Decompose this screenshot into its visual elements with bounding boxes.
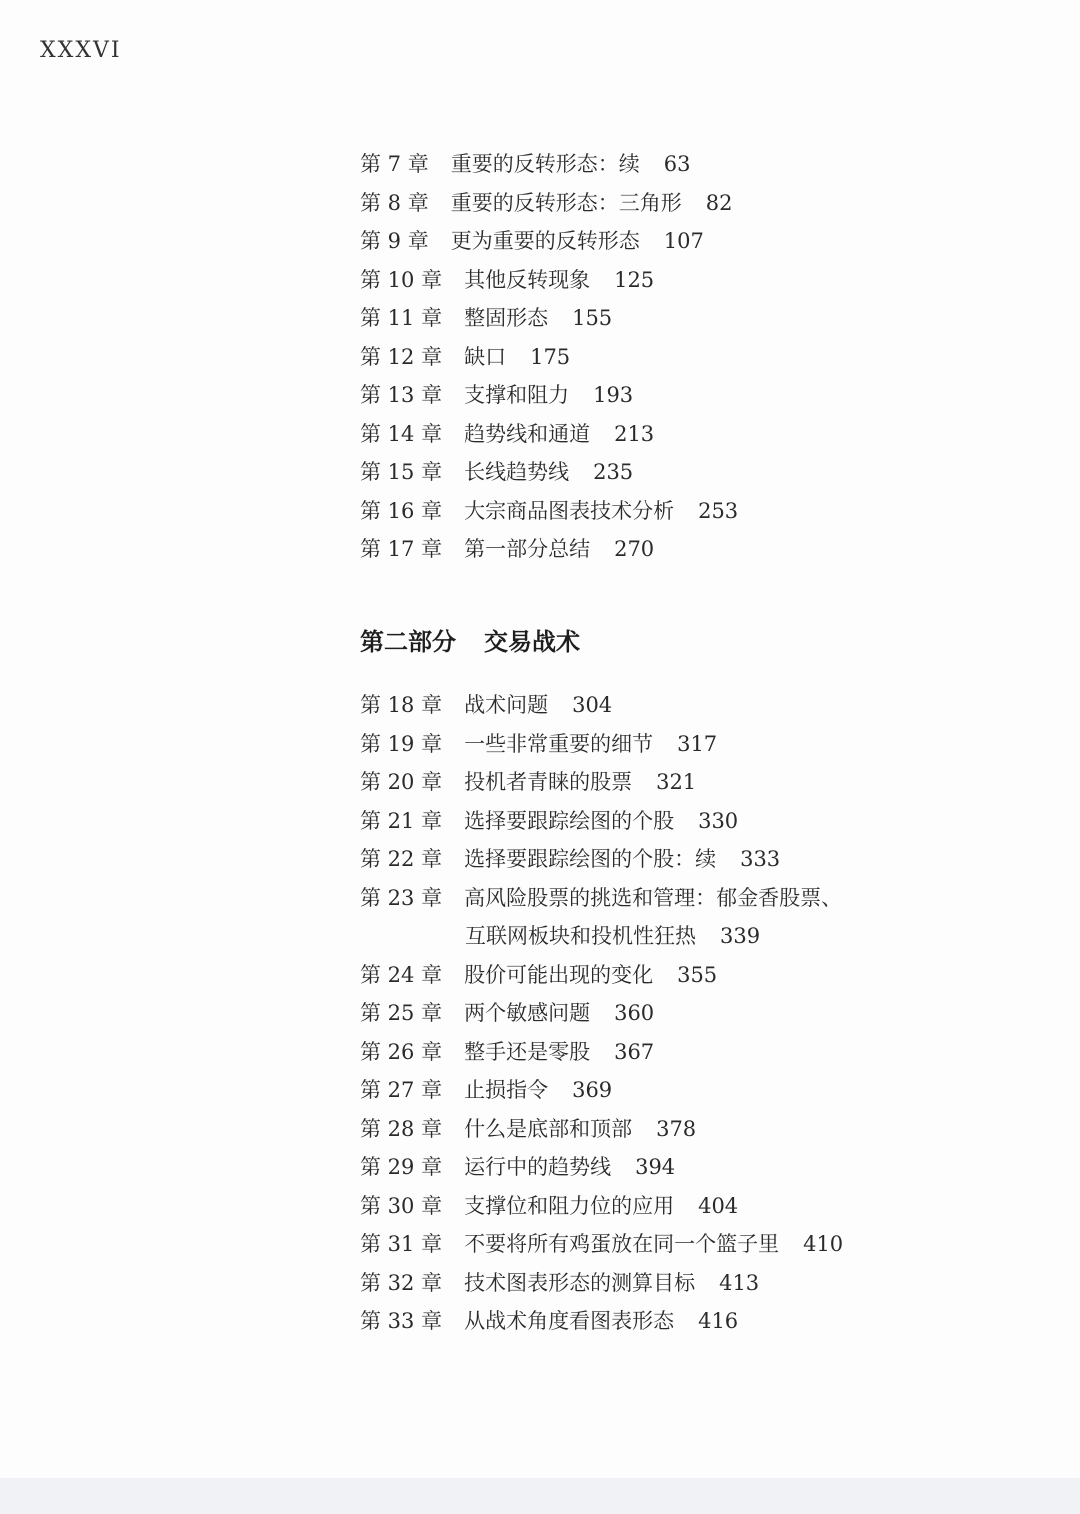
chapter-title: 两个敏感问题 [464, 1001, 591, 1025]
chapter-page: 175 [530, 344, 571, 369]
part-label: 第二部分 [360, 627, 456, 656]
chapter-page: 213 [614, 421, 655, 446]
chapter-page: 317 [677, 731, 718, 756]
chapter-title: 长线趋势线 [464, 460, 570, 484]
toc-entry [360, 997, 920, 1036]
chapter-page: 107 [663, 229, 704, 253]
chapter-page: 253 [698, 498, 739, 523]
toc-entry [360, 264, 920, 303]
toc-entry [360, 805, 920, 844]
chapter-title: 战术问题 [464, 693, 549, 717]
chapter-number: 第 16 章 [360, 498, 443, 523]
chapter-page: 404 [698, 1193, 739, 1218]
toc-entry [360, 1190, 920, 1229]
chapter-number: 第 15 章 [360, 460, 443, 484]
toc-part2-list [360, 689, 920, 1344]
toc-part1-list [360, 148, 920, 572]
toc-entry [360, 225, 920, 264]
chapter-title: 缺口 [464, 344, 507, 369]
chapter-title: 选择要跟踪绘图的个股：续 [464, 847, 717, 871]
chapter-title: 不要将所有鸡蛋放在同一个篮子里 [464, 1232, 780, 1256]
part-title: 交易战术 [484, 627, 580, 656]
chapter-number: 第 23 章 [360, 885, 443, 910]
chapter-page: 235 [593, 460, 634, 484]
chapter-title: 从战术角度看图表形态 [464, 1309, 675, 1333]
chapter-title: 第一部分总结 [464, 537, 591, 561]
chapter-page: 355 [677, 962, 718, 987]
chapter-number: 第 12 章 [360, 344, 443, 369]
toc-entry [360, 843, 920, 882]
chapter-number: 第 24 章 [360, 962, 443, 987]
toc-entry [360, 728, 920, 767]
chapter-number: 第 13 章 [360, 383, 443, 407]
chapter-title: 支撑和阻力 [464, 383, 570, 407]
chapter-title: 趋势线和通道 [464, 421, 591, 446]
chapter-page: 416 [698, 1309, 739, 1333]
chapter-number: 第 32 章 [360, 1270, 443, 1295]
chapter-number: 第 33 章 [360, 1309, 443, 1333]
chapter-title-continued: 互联网板块和投机性狂热 [465, 924, 696, 948]
toc-entry [360, 495, 920, 534]
chapter-page: 378 [656, 1116, 697, 1141]
chapter-title: 投机者青睐的股票 [464, 770, 633, 794]
chapter-page: 63 [663, 152, 691, 176]
chapter-title: 大宗商品图表技术分析 [464, 498, 675, 523]
toc-entry [360, 766, 920, 805]
toc-entry [360, 148, 920, 187]
chapter-number: 第 28 章 [360, 1116, 443, 1141]
chapter-number: 第 30 章 [360, 1193, 443, 1218]
chapter-page: 270 [614, 537, 655, 561]
chapter-page: 339 [720, 924, 761, 948]
chapter-title: 运行中的趋势线 [464, 1155, 612, 1179]
chapter-number: 第 21 章 [360, 808, 443, 833]
toc-entry [360, 456, 920, 495]
chapter-title: 更为重要的反转形态 [450, 229, 640, 253]
chapter-page: 155 [572, 306, 613, 330]
page-number: XXXVI [40, 38, 122, 63]
toc-entry [360, 1036, 920, 1075]
toc-entry [360, 379, 920, 418]
chapter-title: 止损指令 [464, 1078, 549, 1102]
toc-entry [360, 1151, 920, 1190]
toc-entry [360, 1267, 920, 1306]
chapter-page: 410 [803, 1232, 844, 1256]
chapter-number: 第 31 章 [360, 1232, 443, 1256]
part-heading [360, 622, 580, 657]
chapter-number: 第 22 章 [360, 847, 443, 871]
chapter-page: 82 [705, 190, 733, 215]
toc-entry [360, 341, 920, 380]
chapter-page: 321 [656, 770, 697, 794]
chapter-number: 第 27 章 [360, 1078, 443, 1102]
toc-entry [360, 959, 920, 998]
toc-entry [360, 187, 920, 226]
toc-entry [360, 533, 920, 572]
chapter-title: 技术图表形态的测算目标 [464, 1270, 696, 1295]
chapter-page: 304 [572, 693, 613, 717]
chapter-number: 第 8 章 [360, 190, 429, 215]
chapter-title: 重要的反转形态：三角形 [450, 190, 682, 215]
chapter-number: 第 19 章 [360, 731, 443, 756]
chapter-title: 整固形态 [464, 306, 549, 330]
chapter-page: 367 [614, 1039, 655, 1064]
chapter-title: 支撑位和阻力位的应用 [464, 1193, 675, 1218]
chapter-number: 第 26 章 [360, 1039, 443, 1064]
toc-entry-continuation [360, 920, 920, 959]
toc-entry [360, 689, 920, 728]
chapter-title: 什么是底部和顶部 [464, 1116, 633, 1141]
chapter-title: 整手还是零股 [464, 1039, 591, 1064]
chapter-title: 股价可能出现的变化 [464, 962, 654, 987]
chapter-number: 第 9 章 [360, 229, 429, 253]
chapter-number: 第 29 章 [360, 1155, 443, 1179]
viewer-bottom-strip [0, 1478, 1080, 1514]
toc-entry [360, 1113, 920, 1152]
chapter-page: 394 [635, 1155, 676, 1179]
chapter-page: 369 [572, 1078, 613, 1102]
toc-entry [360, 1228, 920, 1267]
toc-entry [360, 302, 920, 341]
toc-entry [360, 1074, 920, 1113]
chapter-number: 第 14 章 [360, 421, 443, 446]
chapter-page: 330 [698, 808, 739, 833]
chapter-number: 第 10 章 [360, 267, 443, 292]
chapter-page: 193 [593, 383, 634, 407]
toc-entry [360, 418, 920, 457]
chapter-page: 125 [614, 267, 655, 292]
chapter-title: 选择要跟踪绘图的个股 [464, 808, 675, 833]
chapter-number: 第 25 章 [360, 1001, 443, 1025]
chapter-number: 第 20 章 [360, 770, 443, 794]
chapter-page: 413 [719, 1270, 760, 1295]
toc-entry [360, 1305, 920, 1344]
chapter-title: 重要的反转形态：续 [450, 152, 640, 176]
chapter-title: 其他反转现象 [464, 267, 591, 292]
chapter-title: 一些非常重要的细节 [464, 731, 654, 756]
chapter-number: 第 17 章 [360, 537, 443, 561]
chapter-number: 第 18 章 [360, 693, 443, 717]
chapter-number: 第 7 章 [360, 152, 429, 176]
chapter-number: 第 11 章 [360, 306, 443, 330]
toc-entry [360, 882, 920, 921]
chapter-page: 360 [614, 1001, 655, 1025]
chapter-title: 高风险股票的挑选和管理：郁金香股票、 [464, 885, 843, 910]
chapter-page: 333 [740, 847, 781, 871]
